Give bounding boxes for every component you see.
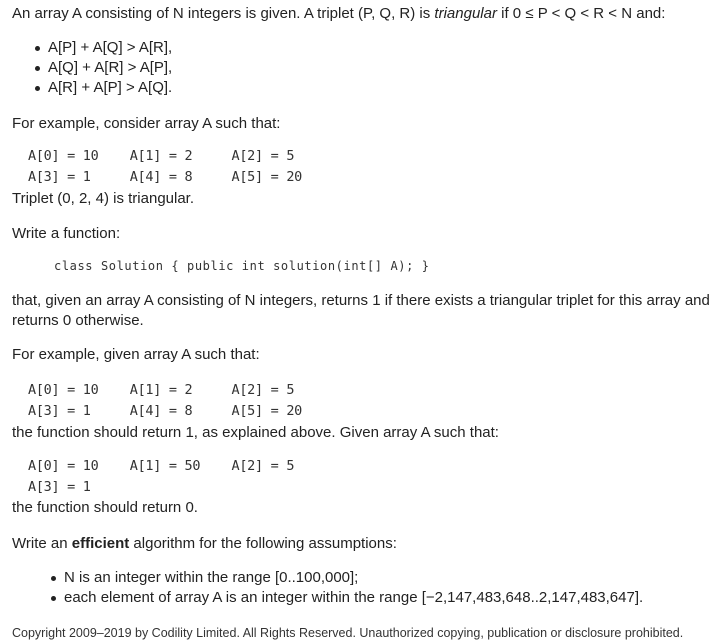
efficiency-paragraph	[12, 534, 714, 554]
efficiency-text-end: algorithm for the following assumptions:	[129, 535, 397, 552]
assumption-item: N is an integer within the range [0..100,000];	[64, 568, 643, 588]
example2-result: the function should return 1, as explained above. Given array A such that:	[12, 424, 499, 441]
conditions-list	[48, 38, 172, 98]
example3-result: the function should return 0.	[12, 499, 198, 516]
function-signature: class Solution { public int solution(int[] A); }	[54, 259, 430, 273]
assumptions-list	[64, 568, 643, 608]
code-line: A[0] = 10 A[1] = 2 A[2] = 5	[28, 382, 295, 398]
intro-italic-term: triangular	[434, 5, 497, 22]
condition-item: A[P] + A[Q] > A[R],	[48, 39, 173, 56]
example3-code	[28, 456, 294, 498]
intro-text-end: if 0 ≤ P < Q < R < N and:	[496, 5, 666, 22]
function-description: that, given an array A consisting of N integers, returns 1 if there exists a triangular triplet for this array and returns 0 otherwise.	[12, 292, 710, 329]
example1-intro: For example, consider array A such that:	[12, 115, 281, 132]
write-function-text: Write a function:	[12, 225, 121, 242]
example1-result: Triplet (0, 2, 4) is triangular.	[12, 190, 195, 207]
intro-paragraph	[12, 4, 714, 24]
code-line: A[0] = 10 A[1] = 2 A[2] = 5	[28, 148, 295, 164]
code-line: A[3] = 1 A[4] = 8 A[5] = 20	[28, 403, 302, 419]
copyright-footer: Copyright 2009–2019 by Codility Limited. All Rights Reserved. Unauthorized copying, publication or disclosure prohibited.	[12, 626, 684, 640]
code-line: A[3] = 1	[28, 479, 91, 495]
efficiency-text: Write an	[12, 535, 72, 552]
code-line: A[3] = 1 A[4] = 8 A[5] = 20	[28, 169, 302, 185]
efficiency-bold-term: efficient	[71, 535, 130, 552]
example2-code	[28, 380, 302, 422]
code-line: A[0] = 10 A[1] = 50 A[2] = 5	[28, 458, 295, 474]
condition-item: A[R] + A[P] > A[Q].	[48, 79, 173, 96]
example1-code	[28, 146, 302, 188]
assumption-item: each element of array A is an integer within the range [−2,147,483,648..2,147,483,647].	[64, 589, 644, 606]
condition-item: A[Q] + A[R] > A[P],	[48, 59, 173, 76]
intro-text: An array A consisting of N integers is given. A triplet (P, Q, R) is	[12, 5, 435, 22]
example2-intro: For example, given array A such that:	[12, 346, 260, 363]
